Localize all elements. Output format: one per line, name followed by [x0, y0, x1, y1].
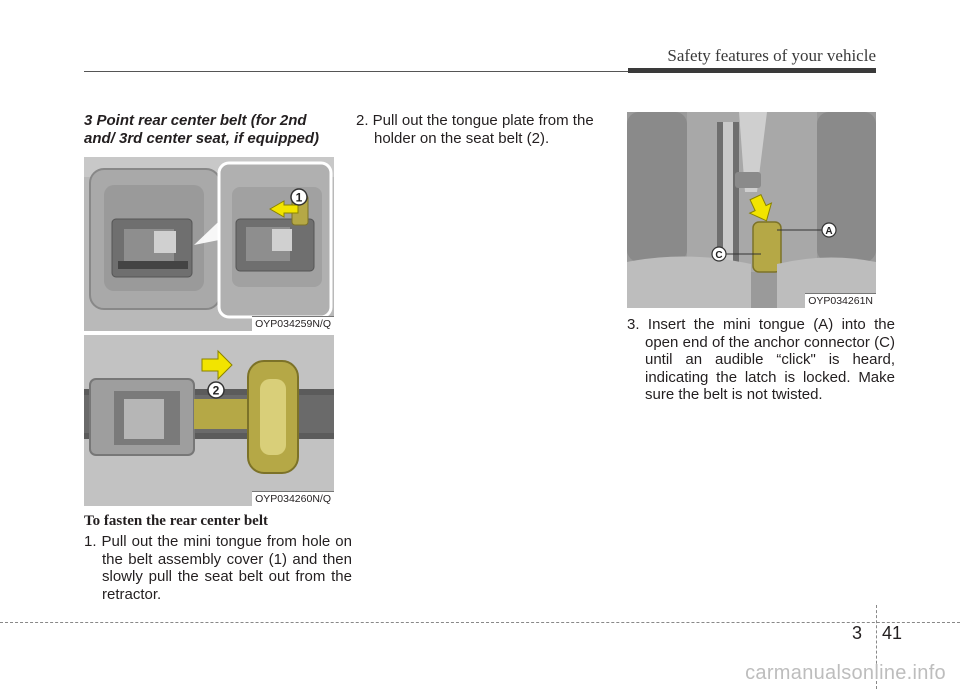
callout-a: A [825, 226, 833, 237]
step-2: 2. Pull out the tongue plate from the holder on the seat belt (2). [356, 112, 594, 147]
chapter-number: 3 [852, 623, 863, 643]
figure-tongue-plate [84, 335, 334, 506]
belt-cover-illustration [84, 157, 334, 331]
footer-rule [0, 622, 960, 623]
figure-caption: OYP034259N/Q [252, 316, 334, 331]
callout-c: C [715, 250, 723, 261]
figure-caption: OYP034261N [805, 293, 876, 308]
figure-anchor-connector [627, 112, 876, 308]
callout-1: 1 [295, 190, 303, 205]
header-title: Safety features of your vehicle [667, 46, 876, 65]
anchor-connector-illustration [627, 112, 876, 308]
callout-2: 2 [212, 383, 220, 398]
section-heading: 3 Point rear center belt (for 2nd and/ 3rd center seat, if equipped) [84, 112, 320, 147]
header-rule-accent [628, 68, 876, 73]
subheading: To fasten the rear center belt [84, 513, 268, 529]
figure-caption: OYP034260N/Q [252, 491, 334, 506]
watermark: carmanualsonline.info [745, 662, 946, 684]
figure-belt-cover [84, 157, 334, 331]
tongue-plate-illustration [84, 335, 334, 506]
page-number: 41 [882, 623, 903, 643]
step-1: 1. Pull out the mini tongue from hole on the belt assembly cover (1) and then slowly pull the seat belt out from the retractor. [84, 533, 352, 603]
step-3: 3. Insert the mini tongue (A) into the open end of the anchor connector (C) until an audible “click" is heard, indicating the latch is locked. Make sure the belt is not twisted. [627, 316, 895, 403]
